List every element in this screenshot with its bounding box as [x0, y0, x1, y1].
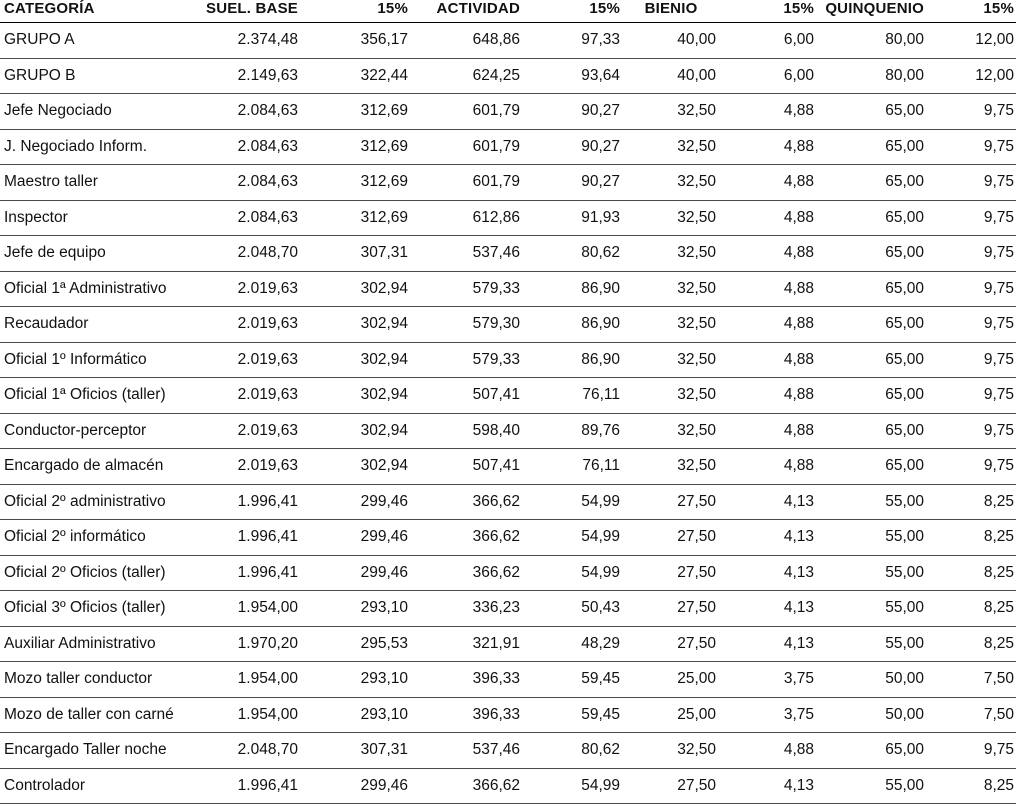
- cell-quinquenio: 65,00: [816, 236, 926, 272]
- cell-quinquenio: 55,00: [816, 626, 926, 662]
- cell-bienio: 27,50: [622, 768, 718, 804]
- cell-15-bienio: 4,88: [718, 165, 816, 201]
- cell-suel-base: 2.048,70: [200, 236, 300, 272]
- cell-15-quinquenio: 9,75: [926, 733, 1016, 769]
- cell-actividad: 648,86: [410, 23, 522, 59]
- cell-categoria: Jefe de equipo: [0, 236, 200, 272]
- cell-bienio: 32,50: [622, 413, 718, 449]
- cell-suel-base: 2.084,63: [200, 165, 300, 201]
- cell-15-quinquenio: 8,25: [926, 520, 1016, 556]
- cell-15-base: 302,94: [300, 449, 410, 485]
- cell-bienio: 27,50: [622, 520, 718, 556]
- cell-actividad: 507,41: [410, 378, 522, 414]
- cell-15-base: 322,44: [300, 58, 410, 94]
- cell-quinquenio: 65,00: [816, 733, 926, 769]
- cell-actividad: 598,40: [410, 413, 522, 449]
- cell-suel-base: 1.996,41: [200, 520, 300, 556]
- cell-suel-base: 1.954,00: [200, 591, 300, 627]
- cell-15-actividad: 86,90: [522, 342, 622, 378]
- cell-15-base: 299,46: [300, 520, 410, 556]
- table-row: [0, 555, 1016, 591]
- cell-15-quinquenio: 9,75: [926, 236, 1016, 272]
- cell-15-base: 312,69: [300, 129, 410, 165]
- cell-categoria: GRUPO B: [0, 58, 200, 94]
- cell-actividad: 396,33: [410, 662, 522, 698]
- cell-15-base: 299,46: [300, 555, 410, 591]
- cell-quinquenio: 65,00: [816, 165, 926, 201]
- cell-quinquenio: 65,00: [816, 378, 926, 414]
- cell-15-bienio: 3,75: [718, 697, 816, 733]
- cell-15-quinquenio: 7,50: [926, 697, 1016, 733]
- cell-bienio: 32,50: [622, 236, 718, 272]
- cell-quinquenio: 65,00: [816, 307, 926, 343]
- cell-categoria: Oficial 1ª Administrativo: [0, 271, 200, 307]
- cell-15-quinquenio: 9,75: [926, 449, 1016, 485]
- cell-suel-base: 2.019,63: [200, 413, 300, 449]
- cell-15-actividad: 90,27: [522, 165, 622, 201]
- cell-quinquenio: 50,00: [816, 662, 926, 698]
- cell-categoria: Maestro taller: [0, 165, 200, 201]
- header-quinquenio: QUINQUENIO: [816, 0, 926, 23]
- cell-15-bienio: 4,13: [718, 768, 816, 804]
- cell-15-actividad: 50,43: [522, 591, 622, 627]
- cell-suel-base: 2.019,63: [200, 271, 300, 307]
- cell-15-actividad: 86,90: [522, 307, 622, 343]
- cell-15-base: 295,53: [300, 626, 410, 662]
- table-body: [0, 23, 1016, 804]
- cell-15-quinquenio: 8,25: [926, 768, 1016, 804]
- cell-actividad: 396,33: [410, 697, 522, 733]
- cell-quinquenio: 65,00: [816, 449, 926, 485]
- header-suel-base: SUEL. BASE: [200, 0, 300, 23]
- cell-15-quinquenio: 8,25: [926, 591, 1016, 627]
- cell-quinquenio: 55,00: [816, 555, 926, 591]
- cell-15-base: 312,69: [300, 200, 410, 236]
- cell-15-bienio: 4,88: [718, 307, 816, 343]
- cell-categoria: Mozo taller conductor: [0, 662, 200, 698]
- cell-suel-base: 1.996,41: [200, 484, 300, 520]
- cell-actividad: 366,62: [410, 555, 522, 591]
- cell-suel-base: 1.996,41: [200, 555, 300, 591]
- header-15-actividad: 15%: [522, 0, 622, 23]
- cell-15-quinquenio: 9,75: [926, 129, 1016, 165]
- cell-15-quinquenio: 9,75: [926, 378, 1016, 414]
- table-row: [0, 307, 1016, 343]
- cell-15-actividad: 86,90: [522, 271, 622, 307]
- cell-categoria: Auxiliar Administrativo: [0, 626, 200, 662]
- table-row: [0, 626, 1016, 662]
- cell-actividad: 579,33: [410, 342, 522, 378]
- cell-15-quinquenio: 8,25: [926, 626, 1016, 662]
- cell-suel-base: 2.149,63: [200, 58, 300, 94]
- cell-15-bienio: 4,88: [718, 449, 816, 485]
- cell-15-actividad: 54,99: [522, 768, 622, 804]
- cell-15-actividad: 59,45: [522, 662, 622, 698]
- table-row: [0, 271, 1016, 307]
- cell-actividad: 601,79: [410, 165, 522, 201]
- cell-15-base: 299,46: [300, 768, 410, 804]
- table-row: [0, 697, 1016, 733]
- cell-15-actividad: 80,62: [522, 733, 622, 769]
- cell-15-base: 302,94: [300, 307, 410, 343]
- cell-15-actividad: 90,27: [522, 94, 622, 130]
- cell-actividad: 624,25: [410, 58, 522, 94]
- cell-suel-base: 1.954,00: [200, 697, 300, 733]
- cell-15-base: 299,46: [300, 484, 410, 520]
- cell-15-actividad: 54,99: [522, 555, 622, 591]
- cell-15-actividad: 59,45: [522, 697, 622, 733]
- cell-categoria: Jefe Negociado: [0, 94, 200, 130]
- table-row: [0, 200, 1016, 236]
- header-15-base: 15%: [300, 0, 410, 23]
- table-row: [0, 58, 1016, 94]
- cell-15-base: 356,17: [300, 23, 410, 59]
- table-row: [0, 449, 1016, 485]
- cell-15-bienio: 4,88: [718, 733, 816, 769]
- cell-quinquenio: 55,00: [816, 591, 926, 627]
- cell-suel-base: 2.084,63: [200, 94, 300, 130]
- cell-15-base: 293,10: [300, 697, 410, 733]
- cell-bienio: 27,50: [622, 555, 718, 591]
- cell-actividad: 537,46: [410, 733, 522, 769]
- cell-actividad: 579,30: [410, 307, 522, 343]
- cell-categoria: GRUPO A: [0, 23, 200, 59]
- cell-categoria: Recaudador: [0, 307, 200, 343]
- header-15-quinquenio: 15%: [926, 0, 1016, 23]
- cell-15-quinquenio: 9,75: [926, 271, 1016, 307]
- cell-bienio: 32,50: [622, 200, 718, 236]
- cell-15-base: 312,69: [300, 94, 410, 130]
- cell-quinquenio: 65,00: [816, 413, 926, 449]
- cell-bienio: 32,50: [622, 271, 718, 307]
- cell-bienio: 27,50: [622, 591, 718, 627]
- cell-15-quinquenio: 12,00: [926, 58, 1016, 94]
- cell-bienio: 25,00: [622, 697, 718, 733]
- cell-categoria: Oficial 2º informático: [0, 520, 200, 556]
- table-row: [0, 342, 1016, 378]
- header-15-bienio: 15%: [718, 0, 816, 23]
- table-row: [0, 591, 1016, 627]
- cell-bienio: 32,50: [622, 342, 718, 378]
- cell-15-bienio: 4,88: [718, 129, 816, 165]
- cell-15-bienio: 4,13: [718, 626, 816, 662]
- cell-15-actividad: 97,33: [522, 23, 622, 59]
- cell-15-bienio: 3,75: [718, 662, 816, 698]
- cell-suel-base: 2.019,63: [200, 307, 300, 343]
- table-row: [0, 236, 1016, 272]
- cell-15-actividad: 91,93: [522, 200, 622, 236]
- cell-15-quinquenio: 9,75: [926, 200, 1016, 236]
- cell-categoria: Encargado de almacén: [0, 449, 200, 485]
- cell-actividad: 366,62: [410, 520, 522, 556]
- cell-bienio: 32,50: [622, 165, 718, 201]
- cell-15-actividad: 80,62: [522, 236, 622, 272]
- cell-15-bienio: 4,88: [718, 342, 816, 378]
- cell-15-quinquenio: 9,75: [926, 307, 1016, 343]
- cell-quinquenio: 80,00: [816, 23, 926, 59]
- cell-quinquenio: 55,00: [816, 520, 926, 556]
- cell-15-base: 302,94: [300, 413, 410, 449]
- cell-suel-base: 2.084,63: [200, 129, 300, 165]
- cell-quinquenio: 65,00: [816, 129, 926, 165]
- cell-quinquenio: 50,00: [816, 697, 926, 733]
- cell-bienio: 32,50: [622, 94, 718, 130]
- cell-actividad: 366,62: [410, 768, 522, 804]
- table-row: [0, 520, 1016, 556]
- cell-suel-base: 1.970,20: [200, 626, 300, 662]
- cell-bienio: 40,00: [622, 58, 718, 94]
- cell-categoria: Inspector: [0, 200, 200, 236]
- cell-categoria: Oficial 2º Oficios (taller): [0, 555, 200, 591]
- cell-categoria: Oficial 2º administrativo: [0, 484, 200, 520]
- cell-categoria: Oficial 1ª Oficios (taller): [0, 378, 200, 414]
- header-row: [0, 0, 1016, 23]
- cell-categoria: Controlador: [0, 768, 200, 804]
- cell-15-base: 312,69: [300, 165, 410, 201]
- cell-actividad: 321,91: [410, 626, 522, 662]
- cell-suel-base: 1.996,41: [200, 768, 300, 804]
- cell-actividad: 366,62: [410, 484, 522, 520]
- cell-suel-base: 2.374,48: [200, 23, 300, 59]
- cell-categoria: Conductor-perceptor: [0, 413, 200, 449]
- cell-15-bienio: 4,88: [718, 94, 816, 130]
- cell-15-base: 307,31: [300, 236, 410, 272]
- cell-15-actividad: 89,76: [522, 413, 622, 449]
- cell-15-quinquenio: 9,75: [926, 165, 1016, 201]
- table-row: [0, 768, 1016, 804]
- cell-quinquenio: 65,00: [816, 200, 926, 236]
- cell-15-base: 307,31: [300, 733, 410, 769]
- header-actividad: ACTIVIDAD: [410, 0, 522, 23]
- cell-15-quinquenio: 8,25: [926, 484, 1016, 520]
- cell-bienio: 32,50: [622, 449, 718, 485]
- cell-15-base: 293,10: [300, 662, 410, 698]
- cell-quinquenio: 65,00: [816, 342, 926, 378]
- cell-actividad: 537,46: [410, 236, 522, 272]
- cell-15-actividad: 54,99: [522, 484, 622, 520]
- cell-actividad: 507,41: [410, 449, 522, 485]
- cell-15-bienio: 6,00: [718, 58, 816, 94]
- cell-actividad: 612,86: [410, 200, 522, 236]
- cell-15-bienio: 4,13: [718, 591, 816, 627]
- table-row: [0, 662, 1016, 698]
- cell-bienio: 40,00: [622, 23, 718, 59]
- cell-suel-base: 2.019,63: [200, 449, 300, 485]
- cell-15-quinquenio: 9,75: [926, 342, 1016, 378]
- cell-15-actividad: 76,11: [522, 378, 622, 414]
- cell-quinquenio: 55,00: [816, 768, 926, 804]
- cell-15-actividad: 54,99: [522, 520, 622, 556]
- cell-quinquenio: 65,00: [816, 94, 926, 130]
- cell-15-bienio: 4,88: [718, 236, 816, 272]
- cell-suel-base: 2.084,63: [200, 200, 300, 236]
- cell-suel-base: 2.019,63: [200, 342, 300, 378]
- header-categoria: CATEGORÍA: [0, 0, 200, 23]
- table-row: [0, 165, 1016, 201]
- cell-15-bienio: 4,88: [718, 413, 816, 449]
- cell-15-base: 293,10: [300, 591, 410, 627]
- cell-15-bienio: 4,88: [718, 378, 816, 414]
- cell-bienio: 32,50: [622, 129, 718, 165]
- table-row: [0, 23, 1016, 59]
- table-row: [0, 484, 1016, 520]
- cell-actividad: 601,79: [410, 129, 522, 165]
- cell-actividad: 336,23: [410, 591, 522, 627]
- cell-15-quinquenio: 12,00: [926, 23, 1016, 59]
- cell-15-actividad: 90,27: [522, 129, 622, 165]
- table-row: [0, 378, 1016, 414]
- cell-15-quinquenio: 8,25: [926, 555, 1016, 591]
- cell-actividad: 579,33: [410, 271, 522, 307]
- cell-suel-base: 2.019,63: [200, 378, 300, 414]
- cell-15-quinquenio: 9,75: [926, 94, 1016, 130]
- cell-categoria: Oficial 1º Informático: [0, 342, 200, 378]
- cell-bienio: 32,50: [622, 307, 718, 343]
- cell-quinquenio: 55,00: [816, 484, 926, 520]
- cell-bienio: 32,50: [622, 733, 718, 769]
- table-row: [0, 129, 1016, 165]
- cell-15-base: 302,94: [300, 378, 410, 414]
- cell-bienio: 27,50: [622, 484, 718, 520]
- cell-suel-base: 2.048,70: [200, 733, 300, 769]
- cell-15-bienio: 4,13: [718, 520, 816, 556]
- cell-15-quinquenio: 7,50: [926, 662, 1016, 698]
- cell-15-bienio: 4,13: [718, 555, 816, 591]
- cell-categoria: Mozo de taller con carné: [0, 697, 200, 733]
- cell-15-actividad: 76,11: [522, 449, 622, 485]
- cell-quinquenio: 80,00: [816, 58, 926, 94]
- table-row: [0, 733, 1016, 769]
- cell-bienio: 32,50: [622, 378, 718, 414]
- cell-15-bienio: 4,88: [718, 200, 816, 236]
- cell-15-bienio: 6,00: [718, 23, 816, 59]
- cell-15-base: 302,94: [300, 342, 410, 378]
- cell-15-bienio: 4,88: [718, 271, 816, 307]
- cell-categoria: J. Negociado Inform.: [0, 129, 200, 165]
- cell-bienio: 27,50: [622, 626, 718, 662]
- cell-categoria: Encargado Taller noche: [0, 733, 200, 769]
- cell-quinquenio: 65,00: [816, 271, 926, 307]
- cell-actividad: 601,79: [410, 94, 522, 130]
- cell-15-actividad: 48,29: [522, 626, 622, 662]
- table-row: [0, 94, 1016, 130]
- cell-suel-base: 1.954,00: [200, 662, 300, 698]
- cell-15-quinquenio: 9,75: [926, 413, 1016, 449]
- cell-categoria: Oficial 3º Oficios (taller): [0, 591, 200, 627]
- cell-bienio: 25,00: [622, 662, 718, 698]
- table-row: [0, 413, 1016, 449]
- cell-15-base: 302,94: [300, 271, 410, 307]
- cell-15-bienio: 4,13: [718, 484, 816, 520]
- header-bienio: BIENIO: [622, 0, 718, 23]
- cell-15-actividad: 93,64: [522, 58, 622, 94]
